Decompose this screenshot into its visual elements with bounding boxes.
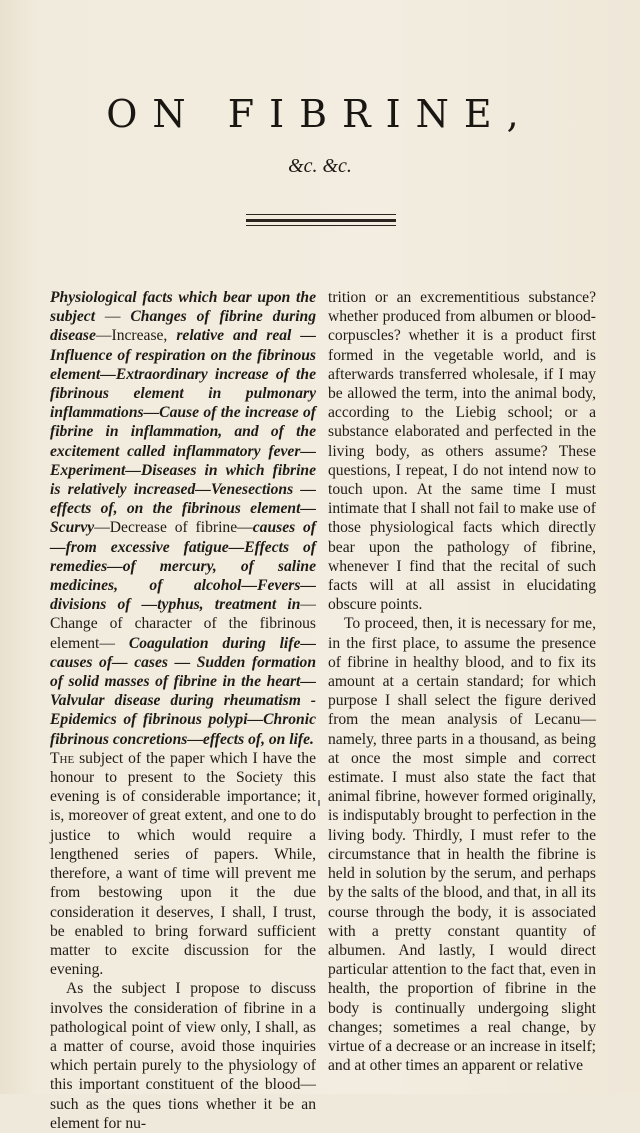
title-rule-thin-top	[246, 214, 396, 215]
body-paragraph	[50, 749, 316, 979]
synopsis-part: causes of—from excessive fatigue—Effects of remedies—of mercury, of saline medicines, of alcohol—Fevers—divisions of —typhus, treatment in	[50, 519, 317, 614]
page-title: ON FIBRINE,	[106, 92, 534, 136]
synopsis-part: —Increase,	[95, 327, 177, 345]
body-paragraph: To proceed, then, it is necessary for me, in the first place, to assume the presence of fibrine in healthy blood, and to fix its amount at a certain standard; for which purpose I shall select the figure derived from the mean analysis of Lecanu—namely, three parts in a thousand, as being at once the most simple and correct estimate. I must also state the fact that animal fibrine, however formed originally, is indisputably brought to perfection in the living body. Thirdly, I must refer to the circumstance that in health the fibrine is held in solution by the serum, and perhaps by the salts of the blood, and that, in all its course through the body, it is associated with a pretty constant quantity of albumen. And lastly, I would direct particular attention to the fact that, even in health, the proportion of fibrine in the body is continually undergoing slight changes; sometimes a real change, by virtue of a decrease or an increase in itself; and at other times an apparent or relative	[328, 615, 596, 1075]
synopsis-part: Changes of fibrine during disease	[50, 308, 317, 345]
paragraph-lead: The	[50, 749, 75, 767]
chapter-synopsis	[50, 288, 316, 749]
synopsis-part: —Decrease of fibrine—	[94, 519, 253, 537]
synopsis-part: Coagulation during life—causes of— cases — Sudden formation of solid masses of fibrine in the heart—Valvular disease during rheumatism - Epidemics of fibrinous polypi—Chronic fibrinous concretions—effects of, on life.	[50, 634, 316, 748]
synopsis-part: Physiological facts which bear upon the subject	[50, 289, 316, 326]
body-paragraph: trition or an excrementitious substance? whether produced from albumen or blood-corpuscles? whether it is a product first formed in the vegetable world, and is afterwards transferred wholesale, if I may be allowed the term, into the animal body, according to the Liebig school; or a substance elaborated and perfected in the living body, as others assume? These questions, I repeat, I do not intend now to touch upon. At the same time I must intimate that I shall not fail to make use of those physiological facts which directly bear upon the pathology of fibrine, whenever I find that the recital of such facts will at all assist in elucidating obscure points.	[328, 289, 596, 614]
title-rule-thick	[246, 219, 396, 222]
column-gutter-mark	[318, 800, 320, 806]
synopsis-part: relative and real —Influence of respiration on the fibrinous element—Extraordinary increase of the fibrinous element in pulmonary inflammations—Cause of the increase of fibrine in inflammation, and of the excitement called inflammatory fever—Experiment—Diseases in which fibrine is relatively increased—Venesections — effects of, on the fibrinous element— Scurvy	[50, 327, 316, 537]
synopsis-part: —	[95, 308, 131, 326]
paragraph-text: subject of the paper which I have the honour to present to the Society this evening is of considerable importance; it is, moreover of great extent, and one to do justice to which would require a lengthened series of papers. While, therefore, a want of time will prevent me from bestowing upon it the due consideration it deserves, I shall, I trust, be enabled to bring forward sufficient matter to excite discussion for the evening.	[50, 749, 316, 979]
left-column	[50, 288, 316, 1133]
synopsis-part: — Change of character of the fibrinous element—	[50, 596, 316, 652]
body-paragraph: As the subject I propose to discuss involves the consideration of fibrine in a pathological point of view only, I shall, as a matter of course, avoid those inquiries which pertain purely to the physiology of this important constituent of the blood—such as the ques tions whether it be an element for nu-	[50, 980, 316, 1132]
right-column	[328, 288, 596, 1075]
title-rule-thin-bottom	[246, 225, 396, 226]
page-subtitle: &c. &c.	[288, 155, 352, 177]
